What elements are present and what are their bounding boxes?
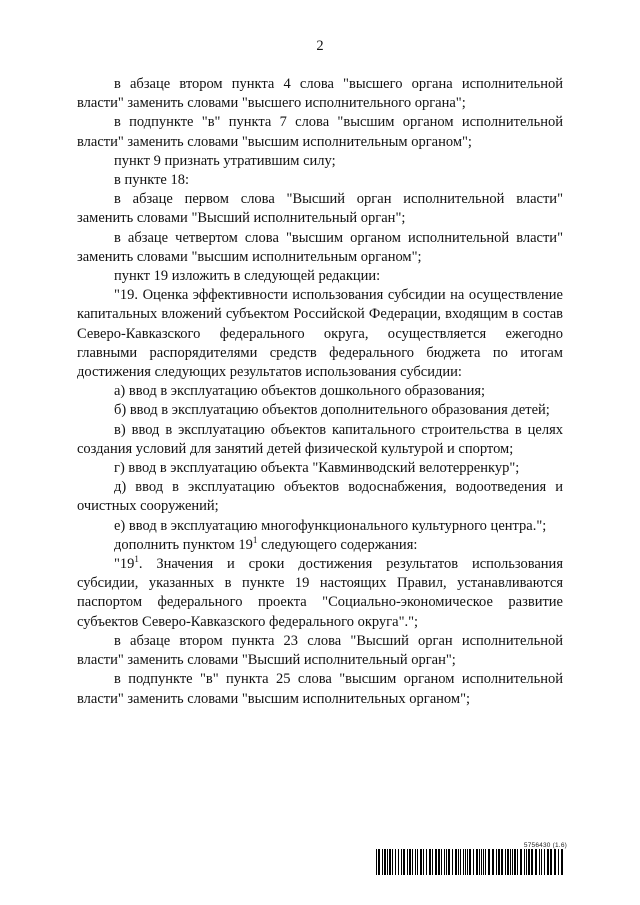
text: дополнить пунктом 19 — [114, 536, 253, 553]
page-number: 2 — [316, 38, 324, 54]
barcode-gap — [563, 849, 565, 875]
paragraph: в подпункте "в" пункта 7 слова "высшим органом исполнительной власти" заменить словами "высшим исполнительным органом"; — [77, 114, 563, 150]
paragraph: в абзаце втором пункта 23 слова "Высший орган исполнительной власти" заменить словами "Высший исполнительный орган"; — [77, 632, 563, 669]
paragraph: пункт 9 признать утратившим силу; — [114, 152, 336, 169]
paragraph: в абзаце втором пункта 4 слова "высшего органа исполнительной власти" заменить словами "высшего исполнительного органа"; — [77, 76, 563, 112]
paragraph: в абзаце четвертом слова "высшим органом исполнительной власти" заменить словами "высшим исполнительным органом"; — [77, 229, 563, 265]
text: . Значения и сроки достижения результатов использования субсидии, указанных в пункте 19 настоящих Правил, устанавливаются паспортом федерального проекта "Социально-экономическое развитие субъектов Северо-Кавказского федерального округа"."; — [77, 556, 563, 630]
text: следующего содержания: — [257, 536, 418, 553]
list-item: е) ввод в эксплуатацию многофункционального культурного центра."; — [114, 517, 547, 534]
paragraph — [77, 555, 563, 632]
barcode — [376, 849, 566, 875]
list-item: б) ввод в эксплуатацию объектов дополнительного образования детей; — [114, 402, 550, 419]
paragraph: в пункте 18: — [114, 172, 190, 189]
paragraph: "19. Оценка эффективности использования субсидии на осуществление капитальных вложений субъектом Российской Федерации, входящим в состав Северо-Кавказского федерального округа, осуществляется ежегодно главными распорядителями средств федерального бюджета по итогам достижения следующих результатов использования субсидии: — [77, 287, 563, 381]
paragraph — [77, 536, 563, 555]
paragraph: пункт 19 изложить в следующей редакции: — [114, 268, 381, 285]
document-body — [77, 75, 563, 709]
list-item: д) ввод в эксплуатацию объектов водоснабжения, водоотведения и очистных сооружений; — [77, 479, 563, 515]
superscript: 1 — [134, 554, 139, 565]
list-item: г) ввод в эксплуатацию объекта "Кавминводский велотерренкур"; — [114, 460, 520, 477]
superscript: 1 — [252, 535, 258, 546]
paragraph: в абзаце первом слова "Высший орган исполнительной власти" заменить словами "Высший исполнительный орган"; — [77, 191, 563, 227]
paragraph: в подпункте "в" пункта 25 слова "высшим органом исполнительной власти" заменить словами "высшим исполнительных органом"; — [77, 671, 563, 707]
text: "19 — [114, 556, 135, 573]
document-code: 5756430 (1.6) — [523, 842, 567, 849]
list-item: а) ввод в эксплуатацию объектов дошкольного образования; — [114, 383, 486, 400]
list-item: в) ввод в эксплуатацию объектов капитального строительства в целях создания условий для занятий детей физической культурой и спортом; — [77, 421, 563, 457]
